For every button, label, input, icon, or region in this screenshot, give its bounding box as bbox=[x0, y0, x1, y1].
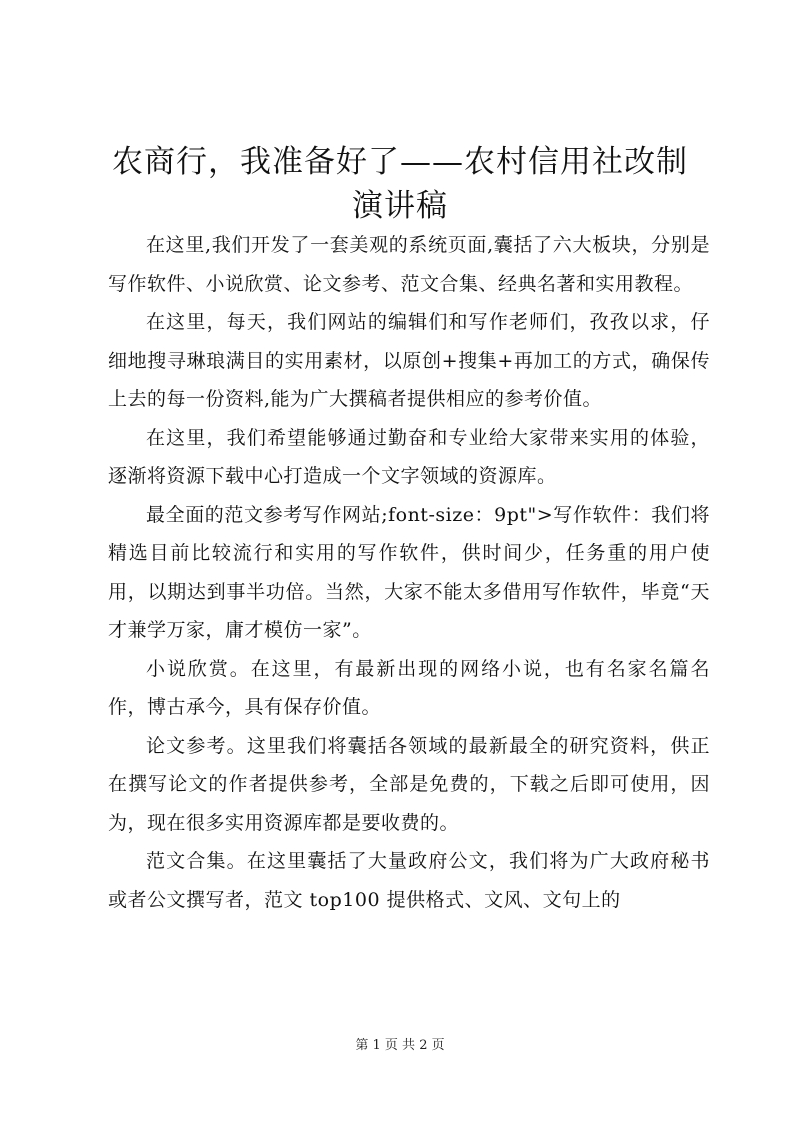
document-title: 农商行，我准备好了——农村信用社改制演讲稿 bbox=[112, 144, 688, 224]
page-number-footer: 第 1 页 共 2 页 bbox=[355, 1038, 445, 1053]
paragraph: 在这里，我们希望能够通过勤奋和专业给大家带来实用的体验，逐渐将资源下载中心打造成一个文字领域的资源库。 bbox=[108, 426, 710, 487]
paragraph: 在这里,我们开发了一套美观的系统页面,囊括了六大板块，分别是写作软件、小说欣赏、论文参考、范文合集、经典名著和实用教程。 bbox=[108, 234, 710, 295]
paragraph: 小说欣赏。在这里，有最新出现的网络小说，也有名家名篇名作，博古承今，具有保存价值。 bbox=[108, 657, 710, 718]
paragraph: 最全面的范文参考写作网站;font-size：9pt">写作软件：我们将精选目前比较流行和实用的写作软件，供时间少，任务重的用户使用，以期达到事半功倍。当然，大家不能太多借用写作软件，毕竟“天才兼学万家，庸才模仿一家”。 bbox=[108, 503, 710, 641]
paragraph: 论文参考。这里我们将囊括各领域的最新最全的研究资料，供正在撰写论文的作者提供参考，全部是免费的，下载之后即可使用，因为，现在很多实用资源库都是要收费的。 bbox=[108, 734, 710, 834]
paragraph: 范文合集。在这里囊括了大量政府公文，我们将为广大政府秘书或者公文撰写者，范文 top100 提供格式、文风、文句上的 bbox=[108, 850, 710, 911]
document-body bbox=[108, 226, 710, 919]
paragraph: 在这里，每天，我们网站的编辑们和写作老师们，孜孜以求，仔细地搜寻琳琅满目的实用素材，以原创+搜集+再加工的方式，确保传上去的每一份资料,能为广大撰稿者提供相应的参考价值。 bbox=[108, 311, 710, 410]
